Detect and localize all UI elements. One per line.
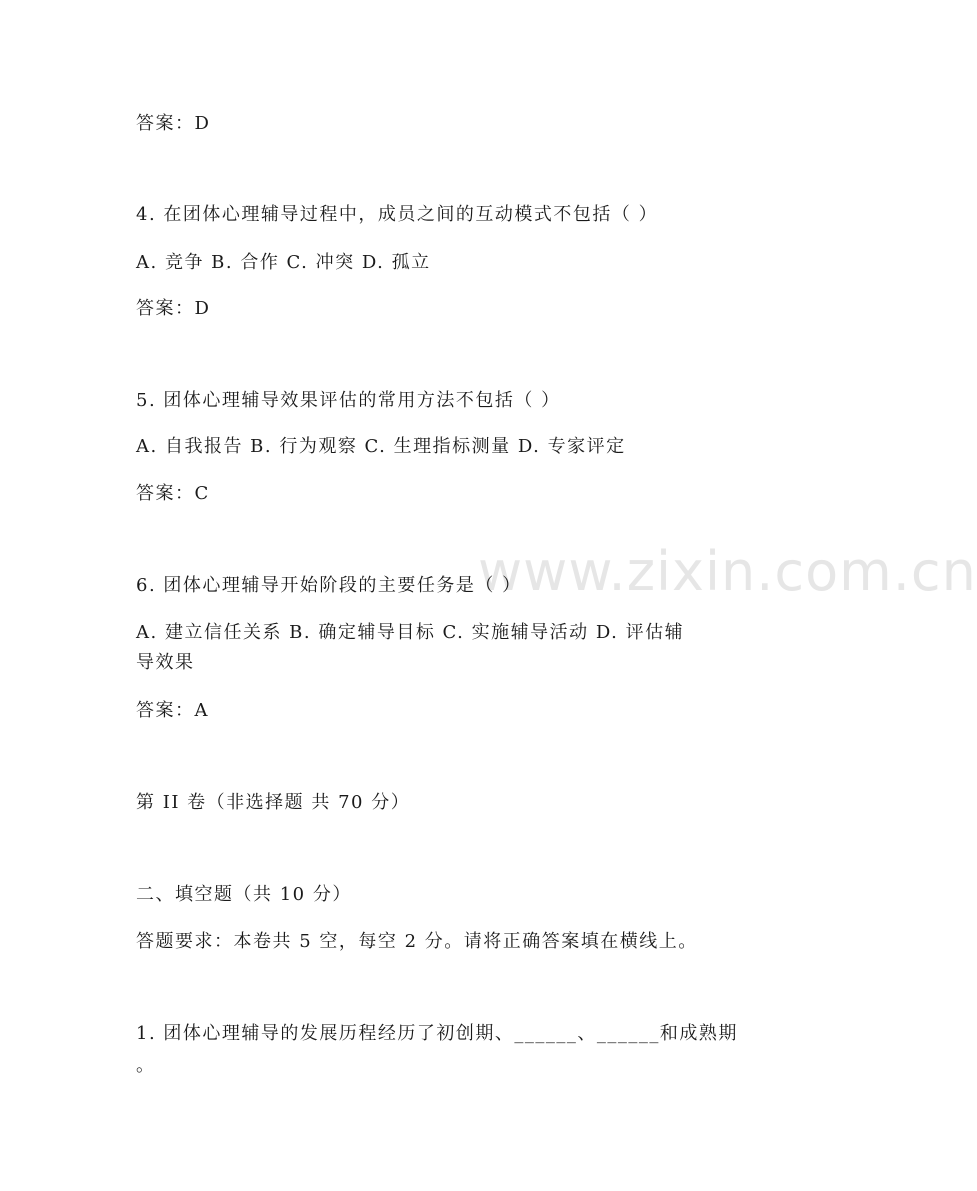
question-6-options-line2: 导效果: [136, 652, 195, 673]
answer-q3: 答案：D: [136, 113, 211, 134]
fill-question-1-line2: 。: [136, 1055, 156, 1076]
volume-2-heading: 第 II 卷（非选择题 共 70 分）: [136, 792, 411, 813]
question-4-options: A. 竞争 B. 合作 C. 冲突 D. 孤立: [136, 252, 431, 273]
question-4: 4. 在团体心理辅导过程中，成员之间的互动模式不包括（ ）: [136, 204, 659, 225]
question-5: 5. 团体心理辅导效果评估的常用方法不包括（ ）: [136, 390, 561, 411]
answer-q6: 答案：A: [136, 700, 209, 721]
question-5-options: A. 自我报告 B. 行为观察 C. 生理指标测量 D. 专家评定: [136, 436, 626, 457]
fill-question-1-line1: 1. 团体心理辅导的发展历程经历了初创期、______、______和成熟期: [136, 1023, 738, 1044]
section-2-heading: 二、填空题（共 10 分）: [136, 884, 352, 905]
question-6: 6. 团体心理辅导开始阶段的主要任务是（ ）: [136, 575, 522, 596]
section-2-requirements: 答题要求：本卷共 5 空，每空 2 分。请将正确答案填在横线上。: [136, 931, 698, 952]
watermark-text: www.zixin.com.cn: [478, 540, 977, 603]
question-6-options-line1: A. 建立信任关系 B. 确定辅导目标 C. 实施辅导活动 D. 评估辅: [136, 622, 685, 643]
answer-q4: 答案：D: [136, 298, 211, 319]
answer-q5: 答案：C: [136, 483, 210, 504]
